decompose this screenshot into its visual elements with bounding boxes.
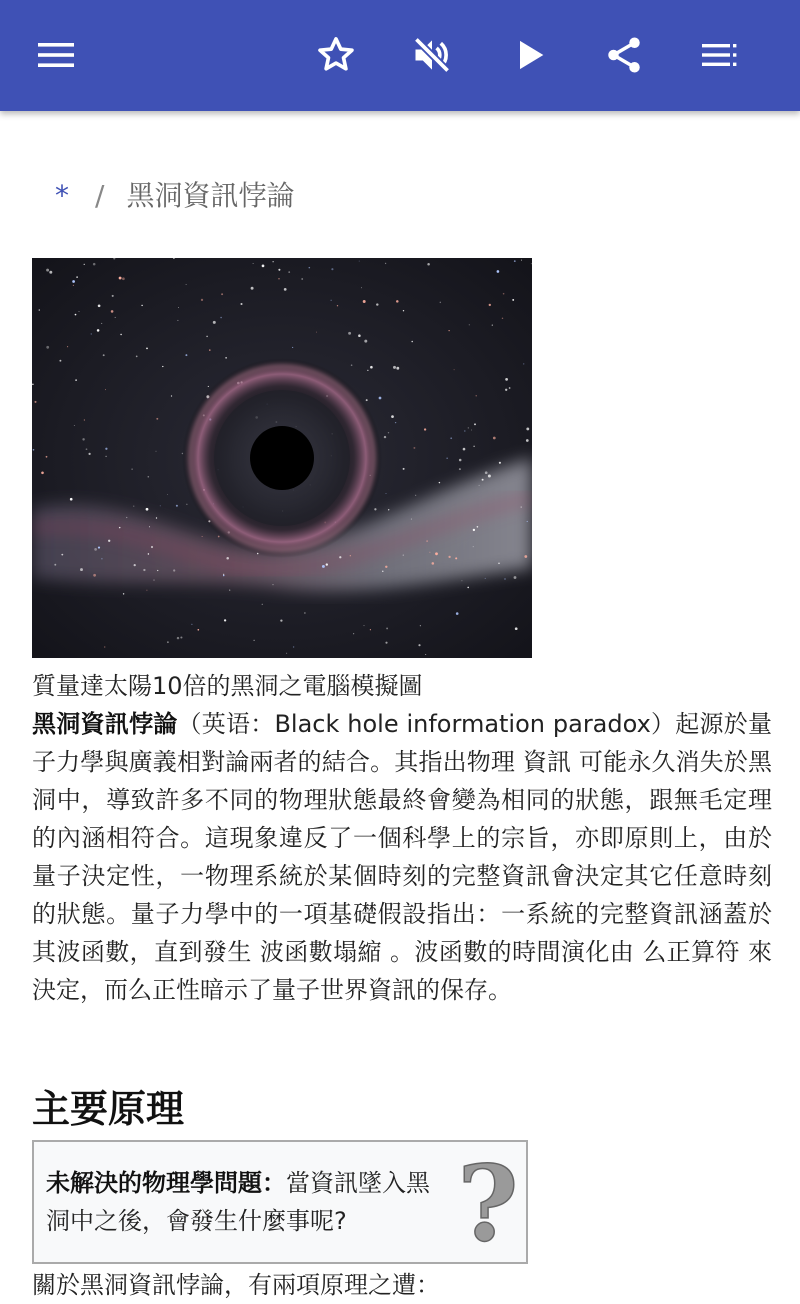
breadcrumb <box>55 176 294 216</box>
intro-text: （英语：Black hole information paradox）起源於量子力學與廣義相對論兩者的結合。其指出物理 資訊 可能永久消失於黑洞中，導致許多不同的物理狀態最終會變為相同的狀態，跟無毛定理的內涵相符合。這現象違反了一個科學上的宗旨，亦即原則上，由於量子決定性，一物理系統於某個時刻的完整資訊會決定其它任意時刻的狀態。量子力學中的一項基礎假設指出：一系統的完整資訊涵蓋於其波函數，直到發生 波函數塌縮 。波函數的時間演化由 么正算符 來決定，而么正性暗示了量子世界資訊的保存。 <box>32 710 773 1004</box>
share-button[interactable] <box>592 23 656 87</box>
unsolved-problem-text <box>46 1164 444 1240</box>
next-paragraph-cutoff: 關於黑洞資訊悖論，有兩項原理之遭： <box>32 1271 440 1299</box>
unsolved-problem-box <box>32 1140 528 1264</box>
article-body <box>32 667 772 1009</box>
intro-paragraph <box>32 705 772 1009</box>
article-title-bold: 黑洞資訊悖論 <box>32 710 178 738</box>
mute-button[interactable] <box>400 23 464 87</box>
breadcrumb-home-link[interactable]: * <box>55 179 69 212</box>
breadcrumb-current: 黑洞資訊悖論 <box>126 179 295 212</box>
menu-button[interactable] <box>24 23 88 87</box>
question-mark-icon <box>448 1152 524 1252</box>
menu-icon <box>36 35 76 75</box>
breadcrumb-separator: / <box>95 179 105 212</box>
contents-button[interactable] <box>688 23 752 87</box>
volume-off-icon <box>410 33 454 77</box>
black-hole-image <box>32 258 532 658</box>
image-caption: 質量達太陽10倍的黑洞之電腦模擬圖 <box>32 672 423 700</box>
play-icon <box>510 35 550 75</box>
article-image[interactable] <box>32 258 532 658</box>
app-toolbar <box>0 0 800 111</box>
section-heading: 主要原理 <box>32 1087 185 1131</box>
list-icon <box>700 35 740 75</box>
unsolved-problem-question: 當資訊墜入黑洞中之後，會發生什麼事呢? <box>46 1169 430 1235</box>
svg-text:?: ? <box>457 1152 519 1252</box>
star-icon <box>314 33 358 77</box>
unsolved-problem-label: 未解決的物理學問題： <box>46 1169 286 1197</box>
play-button[interactable] <box>498 23 562 87</box>
bookmark-button[interactable] <box>304 23 368 87</box>
share-icon <box>603 34 645 76</box>
